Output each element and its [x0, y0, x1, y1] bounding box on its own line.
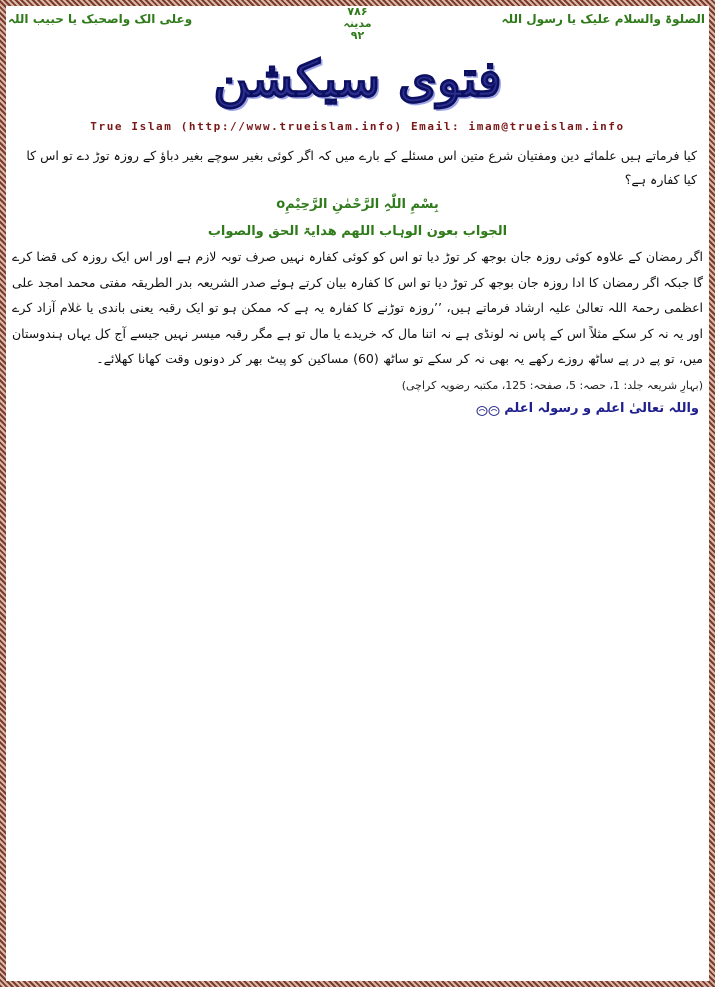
- question-text: کیا فرماتے ہیں علمائے دین ومفتیان شرع متین اس مسئلے کے بارے میں کہ اگر کوئی بغیر سوچے بغیر دباؤ کے روزہ توڑ دے تو اس کا کیا کفارہ ہے؟: [26, 148, 697, 187]
- emblem-madina: مدینہ: [343, 17, 372, 30]
- reference-citation: (بہارِ شریعہ جلد: 1، حصہ: 5، صفحہ: 125، مکتبہ رضویہ کراچی): [401, 378, 703, 392]
- bismillah: بِسْمِ اللّٰہِ الرَّحْمٰنِ الرَّحِیْمِo: [276, 197, 439, 212]
- page-content: [6, 6, 709, 981]
- salutation-right: الصلوۃ والسلام علیک یا رسول اللہ: [501, 12, 705, 26]
- emblem-92: ۹۲: [350, 29, 365, 42]
- answer-body: اگر رمضان کے علاوہ کوئی روزہ جان بوجھ کر توڑ دیا تو اس کو کوئی کفارہ نہیں صرف توبہ لازم ہے اور اس ایک روزہ کی قضا کرے گا جبکہ اگر رمضان کا ادا روزہ جان بوجھ کر توڑ دیا تو اس کا کفارہ بیان کرتے ہوئے صدر الشریعہ بدر الطریقہ مفتی محمد امجد علی اعظمی رحمۃ اللہ تعالیٰ علیہ ارشاد فرماتے ہیں، ’’روزہ توڑنے کا کفارہ یہ ہے کہ ممکن ہو تو ایک رقبہ یعنی باندی یا غلام آزاد کرے اور یہ نہ کر سکے مثلاً اس کے پاس نہ لونڈی ہے نہ اتنا مال کہ خریدے یا مال تو ہے مگر رقبہ میسر نہیں جیسے آج کل یہاں ہندوستان میں، تو پے در پے ساٹھ روزے رکھے یہ بھی نہ کر سکے تو ساٹھ (60) مساکین کو پیٹ بھر کر دونوں وقت کھانا کھلائے۔: [12, 249, 704, 366]
- answer-text: [12, 244, 703, 398]
- emblem-786: ۷۸۶: [347, 5, 368, 18]
- closing-line: [12, 398, 699, 420]
- page-title: فتوی سیکشن: [213, 49, 502, 108]
- closing-text: واللہ تعالیٰ اعلم و رسولہ اعلم: [504, 401, 699, 416]
- honorific-seal-icon: [476, 403, 500, 415]
- answer-heading: الجواب بعون الوہاب اللھم ھدایۃ الحق والصواب: [207, 224, 508, 239]
- fatwa-body: [12, 144, 703, 420]
- site-contact-line: True Islam (http://www.trueislam.info) Email: imam@trueislam.info: [90, 120, 625, 133]
- header-emblem: [6, 6, 709, 42]
- salutation-left: وعلی الک واصحبک یا حبیب اللہ: [8, 12, 193, 26]
